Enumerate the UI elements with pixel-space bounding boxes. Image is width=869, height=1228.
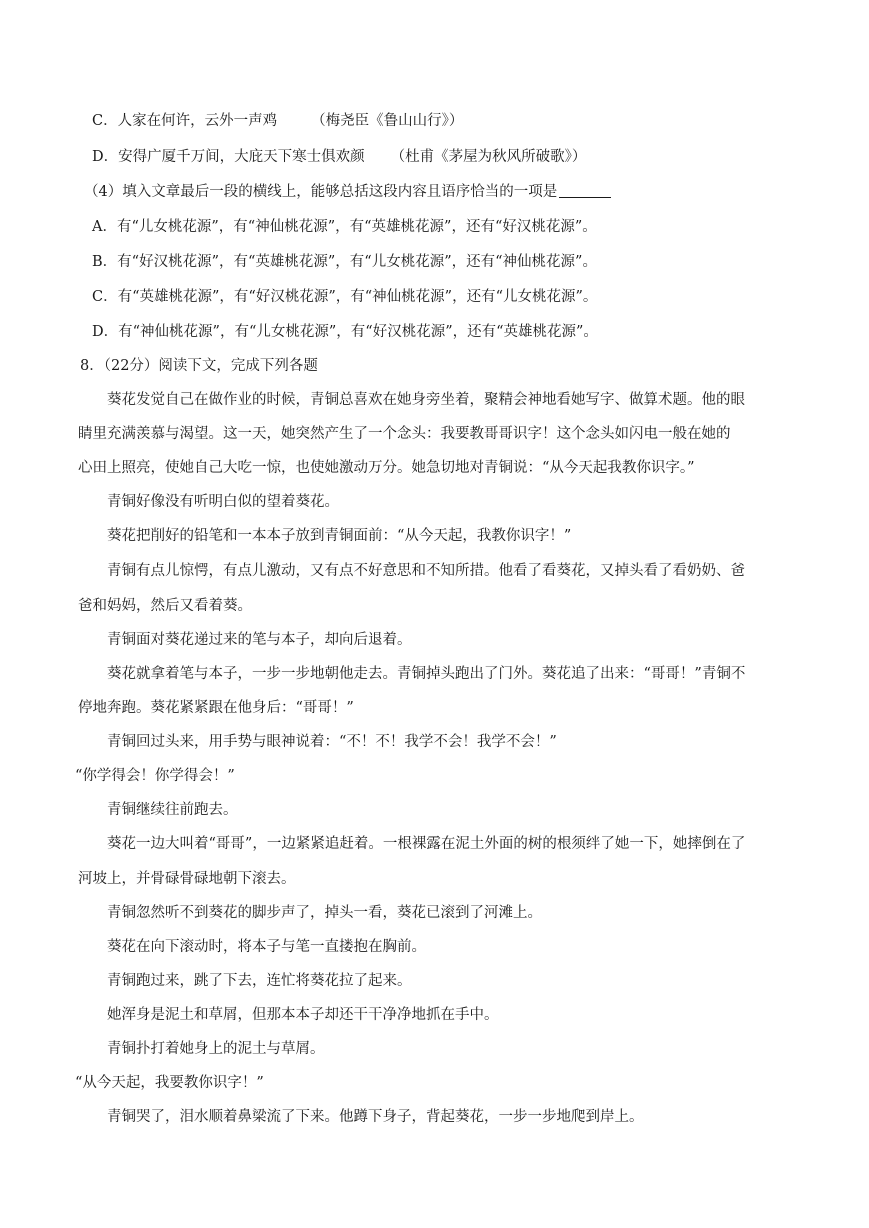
- q7-option-c: [92, 111, 463, 131]
- passage-line: 爸和妈妈，然后又看着葵。: [78, 598, 252, 614]
- option-d-text: D．安得广厦千万间，大庇天下寒士俱欢颜: [92, 149, 365, 165]
- passage-line: 心田上照亮，使她自己大吃一惊，也使她激动万分。她急切地对青铜说：“从今天起我教你识字。”: [78, 460, 695, 476]
- passage-line: 葵花就拿着笔与本子，一步一步地朝他走去。青铜掉头跑出了门外。葵花追了出来：“哥哥！”青铜不: [107, 666, 746, 682]
- sub4-option-d: D．有“神仙桃花源”，有“儿女桃花源”，有“好汉桃花源”，还有“英雄桃花源”。: [92, 324, 598, 340]
- passage-line: 停地奔跑。葵花紧紧跟在他身后：“哥哥！”: [78, 700, 354, 716]
- passage-line: 她浑身是泥土和草屑，但那本本子却还干干净净地抓在手中。: [107, 1007, 499, 1023]
- passage-line: 葵花发觉自己在做作业的时候，青铜总喜欢在她身旁坐着，聚精会神地看她写字、做算术题。他的眼: [107, 392, 745, 408]
- passage-line: 青铜跑过来，跳了下去，连忙将葵花拉了起来。: [107, 973, 412, 989]
- passage-line: 睛里充满羡慕与渴望。这一天，她突然产生了一个念头：我要教哥哥识字！这个念头如闪电一般在她的: [78, 426, 731, 442]
- passage-line: 青铜忽然听不到葵花的脚步声了，掉头一看，葵花已滚到了河滩上。: [107, 905, 542, 921]
- sub4-option-c: C．有“英雄桃花源”，有“好汉桃花源”，有“神仙桃花源”，还有“儿女桃花源”。: [92, 289, 598, 305]
- passage-line: 青铜扑打着她身上的泥土与草屑。: [107, 1041, 325, 1057]
- passage-line: 葵花在向下滚动时，将本子与笔一直搂抱在胸前。: [107, 939, 426, 955]
- sub4-option-a: A．有“儿女桃花源”，有“神仙桃花源”，有“英雄桃花源”，还有“好汉桃花源”。: [92, 219, 597, 235]
- q8-heading: 8．（22分）阅读下文，完成下列各题: [80, 358, 318, 374]
- passage-line: 青铜好像没有听明白似的望着葵花。: [107, 494, 339, 510]
- passage-line: 葵花一边大叫着“哥哥”，一边紧紧追赶着。一根裸露在泥土外面的树的根须绊了她一下，她摔倒在了: [107, 836, 746, 852]
- sub4-option-b: B．有“好汉桃花源”，有“英雄桃花源”，有“儿女桃花源”，还有“神仙桃花源”。: [92, 254, 597, 270]
- passage-line: 青铜哭了，泪水顺着鼻梁流了下来。他蹲下身子，背起葵花，一步一步地爬到岸上。: [107, 1109, 644, 1125]
- q7-option-d: [92, 147, 586, 167]
- passage-line: 青铜回过头来，用手势与眼神说着：“不！不！我学不会！我学不会！”: [107, 734, 557, 750]
- sub-question-4: [84, 182, 611, 202]
- passage-line: 河坡上，并骨碌骨碌地朝下滚去。: [78, 871, 296, 887]
- passage-line: “你学得会！你学得会！”: [75, 768, 235, 784]
- option-d-source: （杜甫《茅屋为秋风所破歌》）: [390, 149, 587, 165]
- option-c-source: （梅尧臣《鲁山山行》）: [311, 113, 464, 129]
- passage-line: 青铜有点儿惊愕，有点儿激动，又有点不好意思和不知所措。他看了看葵花，又掉头看了看奶奶、爸: [107, 563, 745, 579]
- passage-line: “从今天起，我要教你识字！”: [75, 1075, 264, 1091]
- passage-line: 青铜面对葵花递过来的笔与本子，却向后退着。: [107, 632, 412, 648]
- option-c-text: C．人家在何许，云外一声鸡: [92, 113, 278, 129]
- passage-line: 青铜继续往前跑去。: [107, 802, 238, 818]
- answer-blank: [559, 183, 611, 198]
- sub-question-4-text: （4）填入文章最后一段的横线上，能够总括这段内容且语序恰当的一项是: [84, 184, 558, 200]
- passage-line: 葵花把削好的铅笔和一本本子放到青铜面前：“从今天起，我教你识字！”: [107, 528, 572, 544]
